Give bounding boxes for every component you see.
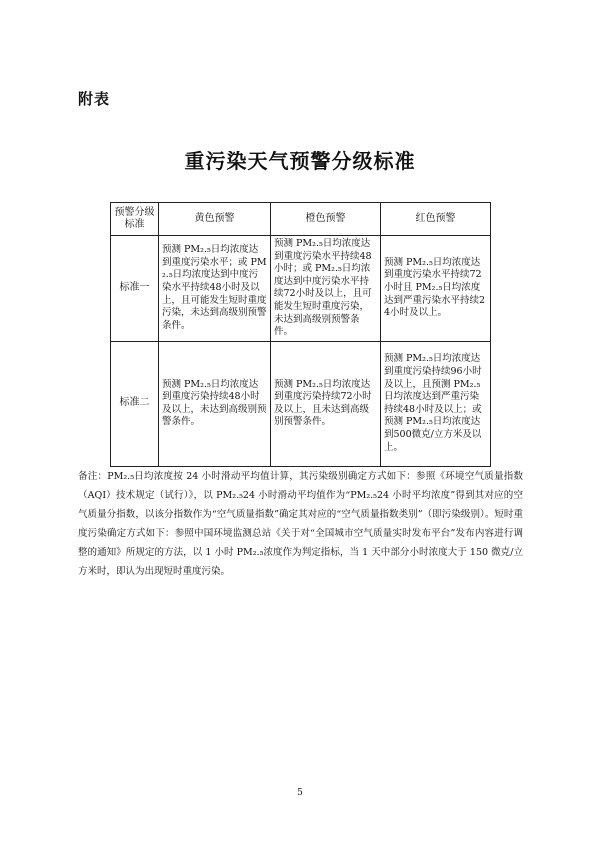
table-row — [111, 341, 491, 466]
page-number: 5 — [297, 788, 303, 798]
orange-cell: 预测 PM₂.₅日均浓度达到重度污染水平持续48小时；或 PM₂.₅日均浓度达到中度污染水平持续72小时及以上，且可能发生短时重度污染，未达到高级别预警条件。 — [271, 236, 381, 342]
red-cell: 预测 PM₂.₅日均浓度达到重度污染持续96小时及以上，且预测 PM₂.₅日均浓度达到严重污染持续48小时及以上；或预测 PM₂.₅日均浓度达到500微克/立方米及以上。 — [381, 341, 491, 466]
yellow-cell: 预测 PM₂.₅日均浓度达到重度污染水平；或 PM₂.₅日均浓度达到中度污染水平持续48小时及以上，且可能发生短时重度污染，未达到高级别预警条件。 — [159, 236, 271, 342]
column-header-red: 红色预警 — [381, 203, 491, 236]
red-cell: 预测 PM₂.₅日均浓度达到重度污染水平持续72小时且 PM₂.₅日均浓度达到严重污染水平持续24小时及以上。 — [381, 236, 491, 342]
column-header-orange: 橙色预警 — [271, 203, 381, 236]
table-header-row — [111, 203, 491, 236]
table-row — [111, 236, 491, 342]
corner-header: 预警分级标准 — [111, 203, 159, 236]
appendix-label: 附表 — [78, 90, 111, 108]
orange-cell: 预测 PM₂.₅日均浓度达到重度污染持续72小时及以上，且未达到高级别预警条件。 — [271, 341, 381, 466]
page-title: 重污染天气预警分级标准 — [184, 149, 416, 173]
remarks-paragraph: 备注：PM₂.₅日均浓度按 24 小时滑动平均值计算，其污染级别确定方式如下：参照《环境空气质量指数（AQI）技术规定（试行）》，以 PM₂.₅24 小时滑动平均值作为“PM₂.₅24 小时平均浓度”得到其对应的空气质量分指数，以该分指数作为“空气质量指数”确定其对应的“空气质量指数类别”（即污染级别）。短时重度污染确定方式如下：参照中国环境监测总站《关于对“全国城市空气质量实时发布平台”发布内容进行调整的通知》所规定的方法，以 1 小时 PM₂.₅浓度作为判定指标，当 1 天中部分小时浓度大于 150 微克/立方米时，即认为出现短时重度污染。 — [78, 471, 523, 577]
row-label: 标准二 — [111, 341, 159, 466]
yellow-cell: 预测 PM₂.₅日均浓度达到重度污染持续48小时及以上，未达到高级别预警条件。 — [159, 341, 271, 466]
row-label: 标准一 — [111, 236, 159, 342]
column-header-yellow: 黄色预警 — [159, 203, 271, 236]
warning-standards-table — [110, 202, 491, 467]
